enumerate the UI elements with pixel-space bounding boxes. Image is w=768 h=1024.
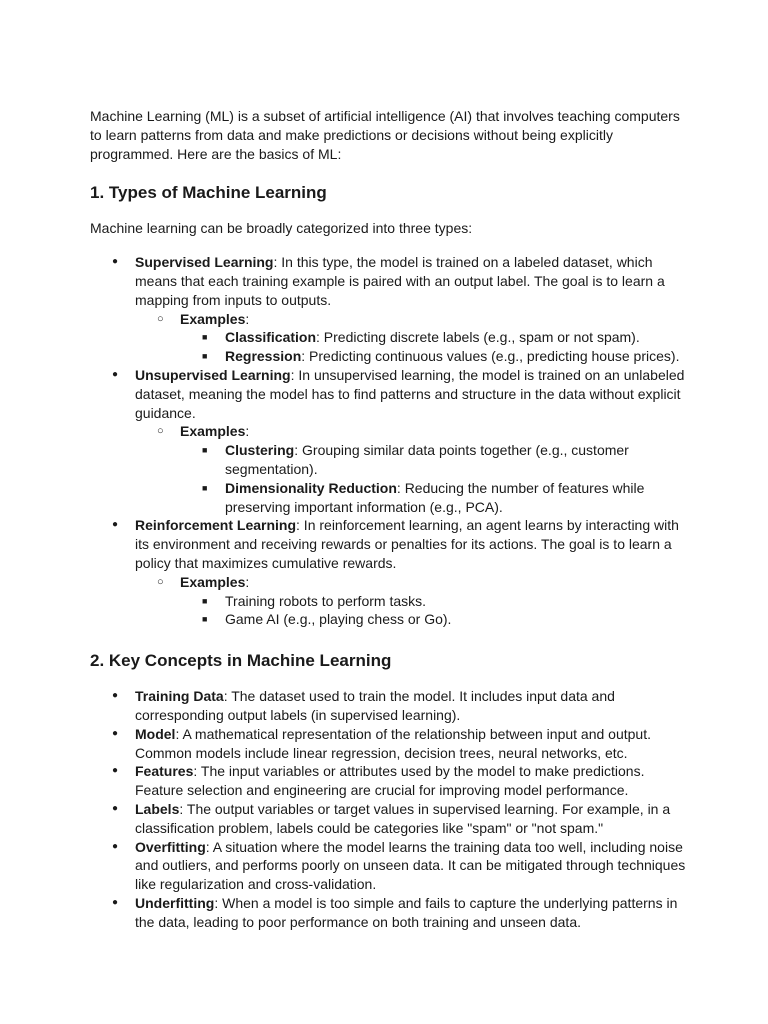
list-item — [180, 479, 690, 517]
term: Labels — [135, 800, 180, 817]
description: : The dataset used to train the model. It includes input data and corresponding output labels (in supervised learning). — [135, 688, 615, 723]
section-heading-types: 1. Types of Machine Learning — [90, 183, 327, 203]
term: Clustering — [225, 442, 295, 459]
description: : In unsupervised learning, the model is trained on an unlabeled dataset, meaning the model has to find patterns and structure in the data without explicit guidance. — [135, 366, 685, 421]
example-sublist — [180, 328, 690, 366]
term: Overfitting — [135, 838, 206, 855]
description: : A mathematical representation of the relationship between input and output. Common models include linear regression, decision trees, neural networks, etc. — [135, 725, 651, 761]
examples-label: Examples — [180, 573, 246, 590]
term: Underfitting — [135, 894, 215, 911]
list-item-unsupervised — [90, 366, 690, 516]
description: : In reinforcement learning, an agent learns by interacting with its environment and receiving rewards or penalties for its actions. The goal is to learn a policy that maximizes cumulative rewards. — [135, 517, 679, 571]
section-lead: Machine learning can be broadly categorized into three types: — [90, 220, 473, 237]
list-item-model — [90, 725, 690, 763]
list-item — [180, 592, 690, 611]
description: : Predicting continuous values (e.g., predicting house prices). — [301, 348, 680, 365]
description: : The input variables or attributes used by the model to make predictions. Feature selection and engineering are crucial for improving model performance. — [135, 763, 645, 799]
description: : Grouping similar data points together (e.g., customer segmentation). — [225, 442, 629, 477]
term: Model — [135, 725, 176, 742]
examples-list — [135, 422, 690, 516]
list-item-reinforcement — [90, 516, 690, 629]
types-list — [90, 253, 690, 629]
list-item-supervised — [90, 253, 690, 366]
term: Supervised Learning — [135, 254, 274, 271]
list-item — [180, 347, 690, 366]
concepts-list — [90, 687, 690, 931]
term: Reinforcement Learning — [135, 517, 297, 534]
examples-list — [135, 310, 690, 366]
examples-item: ○ Examples: ■ Training robots to perform tasks. ■ Game AI (e.g., playing chess or Go). — [135, 573, 690, 629]
list-item-features — [90, 762, 690, 800]
list-item-overfitting — [90, 838, 690, 894]
description: : Reducing the number of features while preserving important information (e.g., PCA). — [225, 479, 645, 515]
list-item-underfitting — [90, 894, 690, 932]
list-item-labels — [90, 800, 690, 838]
list-item-training-data — [90, 687, 690, 725]
description: : In this type, the model is trained on a labeled dataset, which means that each training example is paired with an output label. The goal is to learn a mapping from inputs to outputs. — [135, 254, 665, 308]
description: : The output variables or target values in supervised learning. For example, in a classification problem, labels could be categories like "spam" or "not spam." — [135, 800, 671, 836]
description: : A situation where the model learns the training data too well, including noise and outliers, and performs poorly on unseen data. It can be mitigated through techniques like regularization and cross-validation. — [135, 838, 686, 893]
intro-paragraph: Machine Learning (ML) is a subset of artificial intelligence (AI) that involves teaching computers to learn patterns from data and make predictions or decisions without being explicitly programmed. Here are the basics of ML: — [90, 108, 680, 162]
term: Regression — [225, 348, 302, 365]
description: Game AI (e.g., playing chess or Go). — [225, 611, 452, 628]
list-item — [180, 610, 690, 629]
term: Training Data — [135, 688, 224, 705]
description: : Predicting discrete labels (e.g., spam or not spam). — [316, 329, 640, 346]
term: Dimensionality Reduction — [225, 479, 397, 496]
term: Classification — [225, 329, 317, 346]
example-sublist — [180, 592, 690, 630]
examples-label: Examples — [180, 423, 246, 440]
term: Unsupervised Learning — [135, 366, 291, 383]
examples-item: ○ Examples: ■ Clustering: Grouping similar data points together (e.g., customer segmentation). ■ Dimensionality Reduction: Reducing the number of features while preserving important information (e.g., PCA). — [135, 422, 690, 516]
section-heading-concepts: 2. Key Concepts in Machine Learning — [90, 651, 392, 671]
list-item — [180, 441, 690, 479]
examples-item: ○ Examples: ■ Classification: Predicting discrete labels (e.g., spam or not spam). ■ Regression: Predicting continuous values (e.g., predicting house prices). — [135, 310, 690, 366]
examples-list — [135, 573, 690, 629]
examples-label: Examples — [180, 310, 246, 327]
example-sublist — [180, 441, 690, 516]
description: : When a model is too simple and fails to capture the underlying patterns in the data, leading to poor performance on both training and unseen data. — [135, 894, 678, 930]
term: Features — [135, 763, 194, 780]
list-item — [180, 328, 690, 347]
description: Training robots to perform tasks. — [225, 592, 427, 609]
document-body — [90, 107, 690, 931]
